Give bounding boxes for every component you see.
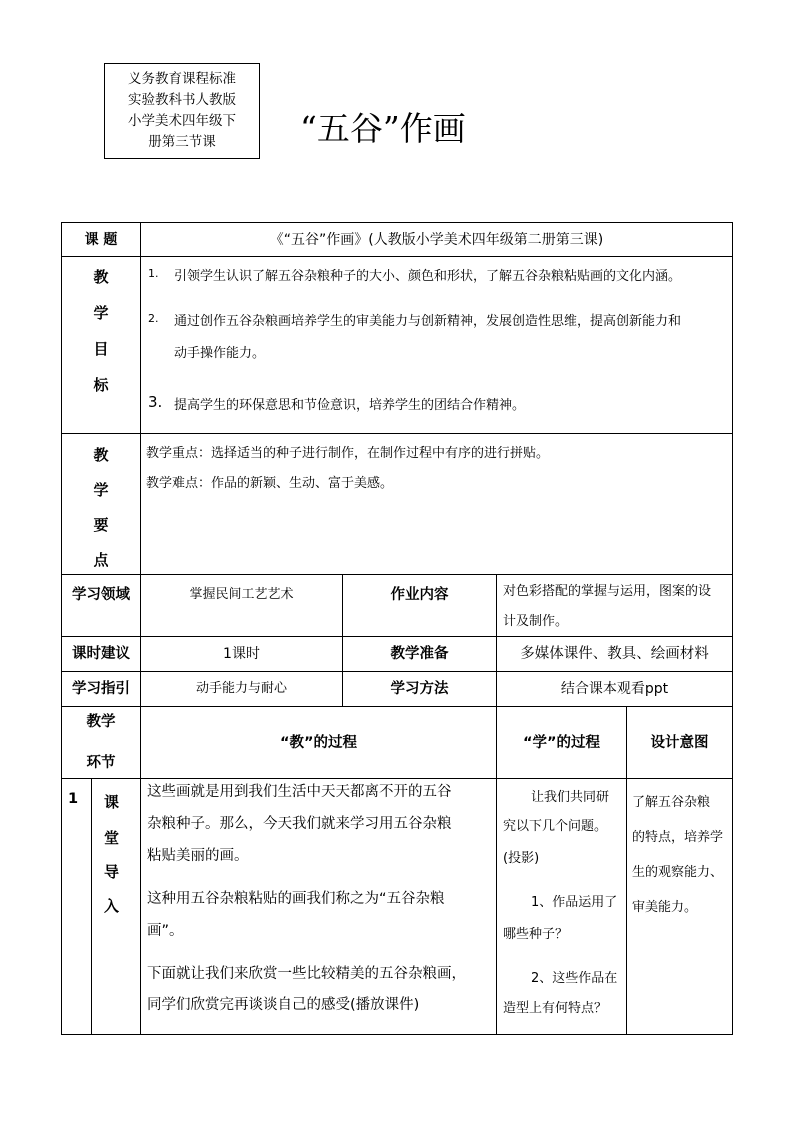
curriculum-line: 小学美术四年级下 <box>128 113 236 129</box>
teach-header: “教”的过程 <box>279 734 358 751</box>
goal-text: 引领学生认识了解五谷杂粮种子的大小、颜色和形状，了解五谷杂粮粘贴画的文化内涵。 <box>174 269 682 284</box>
intent-line: 生的观察能力、 <box>632 865 724 880</box>
area-label: 学习领域 <box>72 587 130 603</box>
stage-char: 导 <box>104 863 120 881</box>
homework-label: 作业内容 <box>390 587 449 603</box>
curriculum-info-box <box>104 63 260 159</box>
keypoints-label-char: 教 <box>93 446 109 464</box>
prep-value: 多媒体课件、教具、绘画材料 <box>520 646 709 662</box>
teach-line: 这种用五谷杂粮粘贴的画我们称之为“五谷杂粮 <box>147 891 445 907</box>
learn-line: 造型上有何特点？ <box>503 1001 608 1016</box>
time-value: 1课时 <box>223 646 260 662</box>
method-label: 学习方法 <box>390 681 449 697</box>
stage-char: 堂 <box>104 829 120 847</box>
goal-number: 2. <box>148 312 159 325</box>
goals-label-char: 目 <box>93 340 109 358</box>
learn-line: 2、这些作品在 <box>531 971 618 986</box>
goal-number: 1. <box>148 267 159 280</box>
area-value: 掌握民间工艺艺术 <box>189 587 294 602</box>
stage-char: 入 <box>104 897 120 915</box>
grid-line <box>732 222 733 1035</box>
goal-text: 提高学生的环保意思和节俭意识，培养学生的团结合作精神。 <box>174 398 526 413</box>
keypoints-label-char: 学 <box>93 481 109 499</box>
teach-line: 粘贴美丽的画。 <box>147 848 249 864</box>
grid-line <box>61 433 733 434</box>
intent-line: 了解五谷杂粮 <box>632 795 711 810</box>
curriculum-line: 义务教育课程标准 <box>128 71 236 87</box>
method-value: 结合课本观看ppt <box>560 681 669 697</box>
goal-number: 3. <box>148 393 163 411</box>
guide-label: 学习指引 <box>72 681 130 697</box>
intent-line: 审美能力。 <box>632 900 698 915</box>
grid-line <box>61 1034 733 1035</box>
learn-line: 1、作品运用了 <box>531 895 618 910</box>
grid-line <box>140 222 141 1035</box>
guide-value: 动手能力与耐心 <box>195 681 287 696</box>
stage-char: 课 <box>104 793 120 811</box>
curriculum-line: 册第三节课 <box>148 134 216 150</box>
prep-label: 教学准备 <box>390 646 449 662</box>
homework-value: 对色彩搭配的掌握与运用，图案的设 <box>503 584 712 599</box>
teach-line: 这些画就是用到我们生活中天天都离不开的五谷 <box>147 784 452 800</box>
stage-header: 环节 <box>86 755 116 771</box>
topic-value: 《“五谷”作画》(人教版小学美术四年级第二册第三课) <box>269 231 604 248</box>
keypoints-label <box>62 434 140 574</box>
section-number: 1 <box>68 791 79 807</box>
goals-label-char: 学 <box>93 304 109 322</box>
key-point: 教学重点：选择适当的种子进行制作，在制作过程中有序的进行拼贴。 <box>146 446 550 461</box>
teach-line: 杂粮种子。那么，今天我们就来学习用五谷杂粮 <box>147 816 452 832</box>
teach-line: 下面就让我们来欣赏一些比较精美的五谷杂粮画， <box>147 966 466 982</box>
learn-line: 让我们共同研 <box>531 790 610 805</box>
topic-label: 课 题 <box>84 231 118 248</box>
learn-line: (投影) <box>503 851 540 866</box>
stage-header: 教学 <box>86 714 116 730</box>
intent-line: 的特点，培养学 <box>632 830 724 845</box>
goal-text: 动手操作能力。 <box>174 346 266 361</box>
learn-header: “学”的过程 <box>522 734 601 751</box>
goals-label-char: 标 <box>93 376 109 394</box>
intent-header: 设计意图 <box>650 734 709 751</box>
goals-label-char: 教 <box>93 268 109 286</box>
curriculum-line: 实验教科书人教版 <box>128 92 236 108</box>
learn-line: 哪些种子？ <box>503 927 569 942</box>
keypoints-label-char: 点 <box>93 551 109 569</box>
goals-label <box>62 262 140 432</box>
time-label: 课时建议 <box>72 646 130 662</box>
teach-line: 画”。 <box>147 923 184 939</box>
goal-text: 通过创作五谷杂粮画培养学生的审美能力与创新精神，发展创造性思维，提高创新能力和 <box>174 314 682 329</box>
learn-line: 究以下几个问题。 <box>503 819 608 834</box>
keypoints-label-char: 要 <box>93 516 109 534</box>
difficult-point: 教学难点：作品的新颖、生动、富于美感。 <box>146 476 394 491</box>
teach-line: 同学们欣赏完再谈谈自己的感受(播放课件) <box>147 997 420 1013</box>
homework-value: 计及制作。 <box>503 614 569 629</box>
grid-line <box>91 778 92 1035</box>
page-title: “五谷”作画 <box>300 109 466 148</box>
grid-line <box>61 256 733 257</box>
